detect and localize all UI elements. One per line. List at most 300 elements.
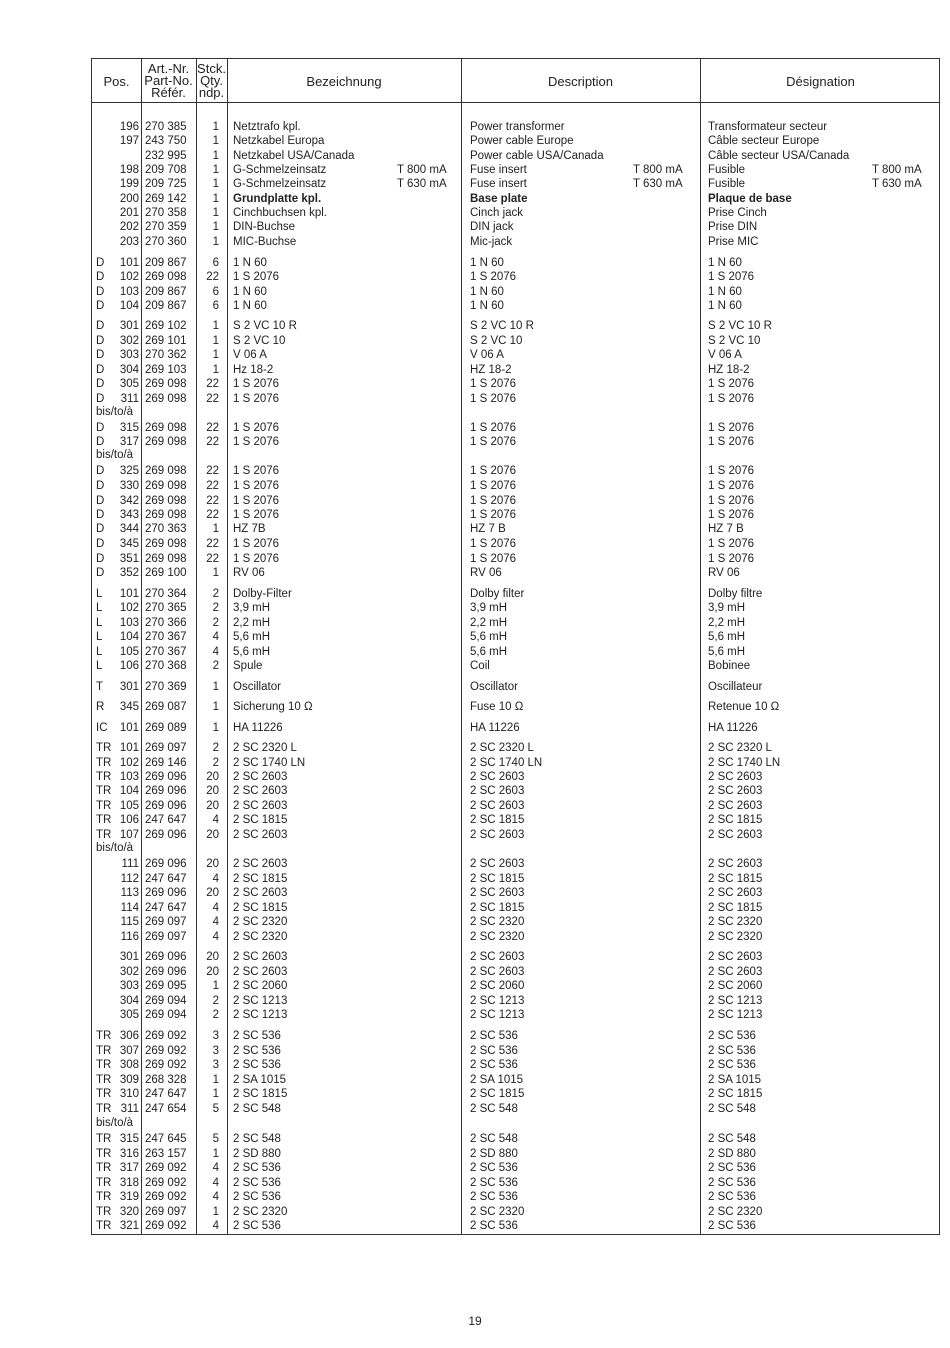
pos-number: 317 <box>119 1162 139 1174</box>
table-row <box>92 1102 941 1117</box>
pos-number: 352 <box>119 567 139 579</box>
cell-part-no: 269 094 <box>145 995 187 1007</box>
cell-qty: 1 <box>212 221 219 233</box>
pos-prefix: TR <box>96 757 112 769</box>
pos-prefix: L <box>96 617 103 629</box>
cell-qty: 22 <box>206 465 219 477</box>
cell-bezeichnung: Netzkabel USA/Canada <box>233 150 355 162</box>
pos-number: 345 <box>119 538 139 550</box>
cell-bezeichnung: 1 N 60 <box>233 300 267 312</box>
cell-bezeichnung: V 06 A <box>233 349 267 361</box>
cell-description: 2 SC 536 <box>470 1059 518 1071</box>
cell-description: 1 S 2076 <box>470 378 517 390</box>
cell-part-no: 247 647 <box>145 902 187 914</box>
cell-bezeichnung: 5,6 mH <box>233 631 271 643</box>
cell-part-no: 269 092 <box>145 1030 187 1042</box>
pos-number: 104 <box>119 631 139 643</box>
cell-qty: 2 <box>212 1009 219 1021</box>
cell-designation: 2 SC 1815 <box>708 814 763 826</box>
table-row <box>92 479 941 494</box>
cell-bezeichnung: Grundplatte kpl. <box>233 193 322 205</box>
header-qty-de: Stck. <box>197 61 226 76</box>
cell-part-no: 247 647 <box>145 814 187 826</box>
cell-description: Coil <box>470 660 490 672</box>
cell-qty: 4 <box>212 1162 219 1174</box>
pos-prefix: D <box>96 422 105 434</box>
cell-part-no: 247 654 <box>145 1103 187 1115</box>
pos-number: 102 <box>119 602 139 614</box>
cell-part-no: 270 363 <box>145 523 187 535</box>
table-row <box>92 950 941 965</box>
pos-number: 318 <box>119 1177 139 1189</box>
cell-designation: 2 SC 2603 <box>708 829 763 841</box>
table-row <box>92 784 941 799</box>
pos-number: 304 <box>119 995 139 1007</box>
pos-number: 311 <box>120 1103 139 1115</box>
cell-description: 1 S 2076 <box>470 509 517 521</box>
pos-number: 116 <box>120 931 139 943</box>
pos-number: 301 <box>119 320 139 332</box>
pos-number: 199 <box>119 178 139 190</box>
cell-qty: 1 <box>212 1148 219 1160</box>
pos-prefix: D <box>96 553 105 565</box>
pos-number: 101 <box>119 742 139 754</box>
cell-bezeichnung: 2 SC 1815 <box>233 1088 288 1100</box>
cell-designation: 2 SC 2603 <box>708 887 763 899</box>
table-row <box>92 799 941 814</box>
cell-description: RV 06 <box>470 567 502 579</box>
cell-description: 1 S 2076 <box>470 465 517 477</box>
pos-number: 342 <box>119 495 139 507</box>
cell-description: 2 SA 1015 <box>470 1074 524 1086</box>
pos-prefix: IC <box>96 722 108 734</box>
pos-number: 105 <box>119 646 139 658</box>
cell-bezeichnung: 2 SC 2603 <box>233 829 288 841</box>
pos-prefix: D <box>96 393 105 405</box>
cell-designation: V 06 A <box>708 349 742 361</box>
cell-designation: 1 N 60 <box>708 286 742 298</box>
pos-number: 320 <box>119 1206 139 1218</box>
cell-part-no: 269 098 <box>145 436 187 448</box>
cell-description: 2 SC 2320 <box>470 1206 525 1218</box>
cell-designation: 1 N 60 <box>708 257 742 269</box>
pos-prefix: TR <box>96 1162 112 1174</box>
pos-prefix: TR <box>96 742 112 754</box>
table-row <box>92 1087 941 1102</box>
table-row <box>92 979 941 994</box>
pos-number: 319 <box>119 1191 139 1203</box>
cell-description: 1 S 2076 <box>470 271 517 283</box>
table-row <box>92 421 941 436</box>
cell-bezeichnung: 2 SC 536 <box>233 1191 281 1203</box>
cell-designation: S 2 VC 10 R <box>708 320 772 332</box>
pos-number: 203 <box>119 236 139 248</box>
cell-part-no: 269 098 <box>145 553 187 565</box>
pos-prefix: T <box>96 681 104 693</box>
cell-part-no: 269 092 <box>145 1162 187 1174</box>
table-row <box>92 1161 941 1176</box>
pos-prefix: D <box>96 378 105 390</box>
header-artnr <box>141 63 196 99</box>
cell-qty: 6 <box>212 257 219 269</box>
cell-description: S 2 VC 10 R <box>470 320 534 332</box>
pos-prefix: TR <box>96 1206 112 1218</box>
cell-bezeichnung: 2 SC 2603 <box>233 887 288 899</box>
cell-description: Fuse insert <box>470 164 527 176</box>
cell-part-no: 209 708 <box>145 164 187 176</box>
table-row <box>92 659 941 674</box>
table-row <box>92 616 941 631</box>
table-row <box>92 552 941 567</box>
cell-designation: 1 S 2076 <box>708 538 755 550</box>
pos-number: 310 <box>119 1088 139 1100</box>
table-row <box>92 1205 941 1220</box>
cell-part-no: 269 092 <box>145 1191 187 1203</box>
cell-designation: 1 S 2076 <box>708 465 755 477</box>
cell-qty: 20 <box>206 800 219 812</box>
cell-qty: 4 <box>212 931 219 943</box>
cell-part-no: 209 867 <box>145 300 187 312</box>
table-row <box>92 270 941 285</box>
cell-bezeichnung: 2 SC 1815 <box>233 814 288 826</box>
pos-prefix: L <box>96 631 103 643</box>
table-row <box>92 377 941 392</box>
pos-number: 317 <box>119 436 139 448</box>
cell-part-no: 247 647 <box>145 873 187 885</box>
cell-qty: 1 <box>212 320 219 332</box>
cell-designation: 1 S 2076 <box>708 393 755 405</box>
cell-bezeichnung: 2 SC 2320 <box>233 1206 288 1218</box>
pos-prefix: D <box>96 523 105 535</box>
cell-bezeichnung: 2 SC 1815 <box>233 873 288 885</box>
table-row <box>92 828 941 843</box>
cell-designation: 2 SC 2060 <box>708 980 763 992</box>
cell-bezeichnung: 1 S 2076 <box>233 509 280 521</box>
cell-qty: 1 <box>212 349 219 361</box>
cell-qty: 1 <box>212 1088 219 1100</box>
cell-part-no: 269 089 <box>145 722 187 734</box>
cell-qty: 22 <box>206 480 219 492</box>
cell-bezeichnung: S 2 VC 10 R <box>233 320 297 332</box>
pos-prefix: TR <box>96 1177 112 1189</box>
cell-description: 2 SC 1815 <box>470 902 525 914</box>
cell-designation: Prise DIN <box>708 221 758 233</box>
cell-qty: 4 <box>212 1177 219 1189</box>
cell-part-no: 269 092 <box>145 1177 187 1189</box>
cell-part-no: 269 098 <box>145 271 187 283</box>
cell-part-no: 269 096 <box>145 966 187 978</box>
cell-designation: 1 S 2076 <box>708 509 755 521</box>
cell-description: Oscillator <box>470 681 518 693</box>
pos-number: 101 <box>119 722 139 734</box>
pos-number: 305 <box>119 1009 139 1021</box>
cell-part-no: 269 096 <box>145 771 187 783</box>
cell-description: 2 SC 536 <box>470 1191 518 1203</box>
cell-part-no: 269 100 <box>145 567 187 579</box>
cell-designation: 1 S 2076 <box>708 378 755 390</box>
cell-bezeichnung: 1 S 2076 <box>233 553 280 565</box>
cell-designation: 2 SC 2320 <box>708 1206 763 1218</box>
cell-part-no: 269 096 <box>145 858 187 870</box>
pos-prefix: D <box>96 286 105 298</box>
table-row <box>92 965 941 980</box>
cell-designation: 1 S 2076 <box>708 422 755 434</box>
cell-designation: 2 SC 2603 <box>708 966 763 978</box>
cell-qty: 22 <box>206 495 219 507</box>
cell-designation: HZ 7 B <box>708 523 744 535</box>
cell-qty: 1 <box>212 178 219 190</box>
cell-qty: 1 <box>212 335 219 347</box>
cell-part-no: 269 142 <box>145 193 187 205</box>
cell-part-no: 269 092 <box>145 1220 187 1232</box>
pos-number: 325 <box>119 465 139 477</box>
cell-designation: 2 SC 1815 <box>708 1088 763 1100</box>
table-row <box>92 134 941 149</box>
table-row <box>92 220 941 235</box>
header-qty-fr: ndp. <box>198 85 225 100</box>
cell-qty: 4 <box>212 631 219 643</box>
pos-prefix: R <box>96 701 105 713</box>
cell-description: 2 SC 548 <box>470 1133 518 1145</box>
cell-qty: 6 <box>212 286 219 298</box>
cell-part-no: 269 092 <box>145 1059 187 1071</box>
pos-prefix: TR <box>96 1191 112 1203</box>
table-row <box>92 363 941 378</box>
cell-description: HA 11226 <box>470 722 520 734</box>
cell-designation: 1 S 2076 <box>708 553 755 565</box>
cell-qty: 1 <box>212 236 219 248</box>
pos-number: 321 <box>119 1220 139 1232</box>
cell-bezeichnung: S 2 VC 10 <box>233 335 286 347</box>
cell-qty: 20 <box>206 829 219 841</box>
cell-designation: 2 SD 880 <box>708 1148 756 1160</box>
cell-part-no: 269 096 <box>145 829 187 841</box>
pos-prefix: L <box>96 602 103 614</box>
cell-description: Dolby filter <box>470 588 525 600</box>
cell-bezeichnung: 1 N 60 <box>233 257 267 269</box>
cell-bezeichnung: 2 SC 2603 <box>233 800 288 812</box>
table-row <box>92 901 941 916</box>
cell-rating: T 630 mA <box>633 178 683 190</box>
cell-description: Mic-jack <box>470 236 513 248</box>
cell-description: 2 SC 1815 <box>470 873 525 885</box>
cell-qty: 2 <box>212 757 219 769</box>
cell-description: 1 S 2076 <box>470 422 517 434</box>
pos-prefix: L <box>96 660 103 672</box>
pos-prefix: TR <box>96 800 112 812</box>
pos-number: 315 <box>119 1133 139 1145</box>
cell-bezeichnung: 2 SC 2603 <box>233 951 288 963</box>
cell-qty: 3 <box>212 1045 219 1057</box>
cell-qty: 1 <box>212 523 219 535</box>
cell-bezeichnung: 2 SC 2060 <box>233 980 288 992</box>
pos-prefix: TR <box>96 1220 112 1232</box>
cell-bezeichnung: 1 N 60 <box>233 286 267 298</box>
cell-designation: 2 SC 2320 <box>708 916 763 928</box>
cell-designation: 2 SC 2603 <box>708 858 763 870</box>
table-row <box>92 872 941 887</box>
cell-bezeichnung: 2 SC 548 <box>233 1133 281 1145</box>
pos-number: 198 <box>119 164 139 176</box>
pos-prefix: D <box>96 567 105 579</box>
pos-number: 202 <box>119 221 139 233</box>
table-row <box>92 348 941 363</box>
cell-qty: 1 <box>212 681 219 693</box>
cell-part-no: 270 368 <box>145 660 187 672</box>
pos-number: 307 <box>119 1045 139 1057</box>
table-row <box>92 285 941 300</box>
cell-bezeichnung: 1 S 2076 <box>233 436 280 448</box>
cell-designation: 2 SC 536 <box>708 1059 756 1071</box>
cell-bezeichnung: 2 SC 536 <box>233 1045 281 1057</box>
cell-description: Power cable USA/Canada <box>470 150 604 162</box>
pos-number: 302 <box>119 335 139 347</box>
table-row <box>92 192 941 207</box>
cell-description: 2 SC 2603 <box>470 966 525 978</box>
table-row <box>92 1219 941 1234</box>
pos-number: 114 <box>120 902 139 914</box>
cell-description: 5,6 mH <box>470 646 508 658</box>
table-row <box>92 741 941 756</box>
cell-designation: 2 SC 536 <box>708 1045 756 1057</box>
pos-number: 111 <box>121 858 139 870</box>
pos-number: 311 <box>120 393 139 405</box>
pos-prefix: TR <box>96 785 112 797</box>
cell-description: Fuse insert <box>470 178 527 190</box>
cell-bezeichnung: 2 SC 536 <box>233 1177 281 1189</box>
cell-qty: 22 <box>206 436 219 448</box>
pos-number: 113 <box>120 887 139 899</box>
cell-description: 2 SC 2320 L <box>470 742 534 754</box>
cell-description: 2 SC 2603 <box>470 887 525 899</box>
cell-bezeichnung: 2 SC 2320 <box>233 931 288 943</box>
table-row <box>92 319 941 334</box>
cell-part-no: 269 097 <box>145 931 187 943</box>
cell-designation: Retenue 10 Ω <box>708 701 780 713</box>
pos-prefix: TR <box>96 1045 112 1057</box>
cell-bezeichnung: 2 SC 536 <box>233 1030 281 1042</box>
cell-bezeichnung: RV 06 <box>233 567 265 579</box>
cell-bezeichnung: Hz 18-2 <box>233 364 274 376</box>
pos-number: 106 <box>119 660 139 672</box>
cell-bezeichnung: G-Schmelzeinsatz <box>233 178 327 190</box>
cell-description: Cinch jack <box>470 207 524 219</box>
cell-qty: 4 <box>212 902 219 914</box>
cell-designation: 2 SC 2603 <box>708 785 763 797</box>
table-row <box>92 1044 941 1059</box>
cell-description: 2 SC 2320 <box>470 931 525 943</box>
cell-bezeichnung: 1 S 2076 <box>233 495 280 507</box>
table-row <box>92 522 941 537</box>
pos-number: 103 <box>119 286 139 298</box>
cell-description: 2 SC 2320 <box>470 916 525 928</box>
table-row <box>92 149 941 164</box>
cell-description: 2 SC 1213 <box>470 995 525 1007</box>
cell-bezeichnung: 1 S 2076 <box>233 480 280 492</box>
cell-part-no: 247 647 <box>145 1088 187 1100</box>
cell-rating: T 800 mA <box>872 164 922 176</box>
cell-qty: 2 <box>212 995 219 1007</box>
cell-part-no: 269 098 <box>145 480 187 492</box>
pos-number: 105 <box>119 800 139 812</box>
cell-qty: 1 <box>212 135 219 147</box>
cell-bezeichnung: 2 SC 2603 <box>233 785 288 797</box>
cell-part-no: 269 097 <box>145 742 187 754</box>
cell-part-no: 269 098 <box>145 495 187 507</box>
cell-description: Power cable Europe <box>470 135 574 147</box>
pos-prefix: D <box>96 465 105 477</box>
cell-qty: 22 <box>206 393 219 405</box>
cell-qty: 1 <box>212 1074 219 1086</box>
pos-prefix: TR <box>96 1030 112 1042</box>
cell-part-no: 269 098 <box>145 509 187 521</box>
cell-designation: 2 SC 536 <box>708 1220 756 1232</box>
pos-number: 104 <box>119 785 139 797</box>
cell-part-no: 269 096 <box>145 887 187 899</box>
cell-qty: 4 <box>212 1191 219 1203</box>
table-row <box>92 206 941 221</box>
header-bezeichnung: Bezeichnung <box>306 74 382 89</box>
cell-bezeichnung: MIC-Buchse <box>233 236 297 248</box>
header-artnr-fr: Référ. <box>151 85 186 100</box>
pos-prefix: D <box>96 257 105 269</box>
cell-bezeichnung: HZ 7B <box>233 523 266 535</box>
cell-part-no: 270 365 <box>145 602 187 614</box>
table-row <box>92 721 941 736</box>
cell-description: 2 SC 1815 <box>470 814 525 826</box>
cell-qty: 5 <box>212 1133 219 1145</box>
cell-part-no: 270 369 <box>145 681 187 693</box>
table-row <box>92 299 941 314</box>
cell-part-no: 269 146 <box>145 757 187 769</box>
cell-description: 1 S 2076 <box>470 538 517 550</box>
table-row <box>92 813 941 828</box>
cell-rating: T 630 mA <box>397 178 447 190</box>
cell-designation: RV 06 <box>708 567 740 579</box>
pos-number: 102 <box>119 757 139 769</box>
cell-qty: 4 <box>212 646 219 658</box>
cell-part-no: 269 098 <box>145 378 187 390</box>
cell-designation: Dolby filtre <box>708 588 763 600</box>
table-row <box>92 1058 941 1073</box>
table-row <box>92 1073 941 1088</box>
cell-part-no: 270 367 <box>145 646 187 658</box>
cell-qty: 1 <box>212 364 219 376</box>
pos-number: 304 <box>119 364 139 376</box>
cell-designation: 2 SC 1213 <box>708 995 763 1007</box>
pos-number: 102 <box>119 271 139 283</box>
cell-bezeichnung: 2 SC 536 <box>233 1162 281 1174</box>
pos-number: 303 <box>119 349 139 361</box>
cell-bezeichnung: 2 SC 2603 <box>233 966 288 978</box>
pos-prefix: TR <box>96 1133 112 1145</box>
table-row <box>92 235 941 250</box>
cell-description: 2 SD 880 <box>470 1148 518 1160</box>
cell-description: 2 SC 2603 <box>470 858 525 870</box>
cell-bezeichnung: 2 SC 536 <box>233 1220 281 1232</box>
cell-rating: T 800 mA <box>397 164 447 176</box>
pos-number: 303 <box>119 980 139 992</box>
table-row <box>92 994 941 1009</box>
table-row <box>92 700 941 715</box>
table-row <box>92 1029 941 1044</box>
pos-number: 104 <box>119 300 139 312</box>
cell-description: S 2 VC 10 <box>470 335 523 347</box>
pos-number: 344 <box>119 523 139 535</box>
cell-part-no: 209 867 <box>145 257 187 269</box>
cell-designation: 5,6 mH <box>708 646 746 658</box>
pos-number: 301 <box>119 681 139 693</box>
